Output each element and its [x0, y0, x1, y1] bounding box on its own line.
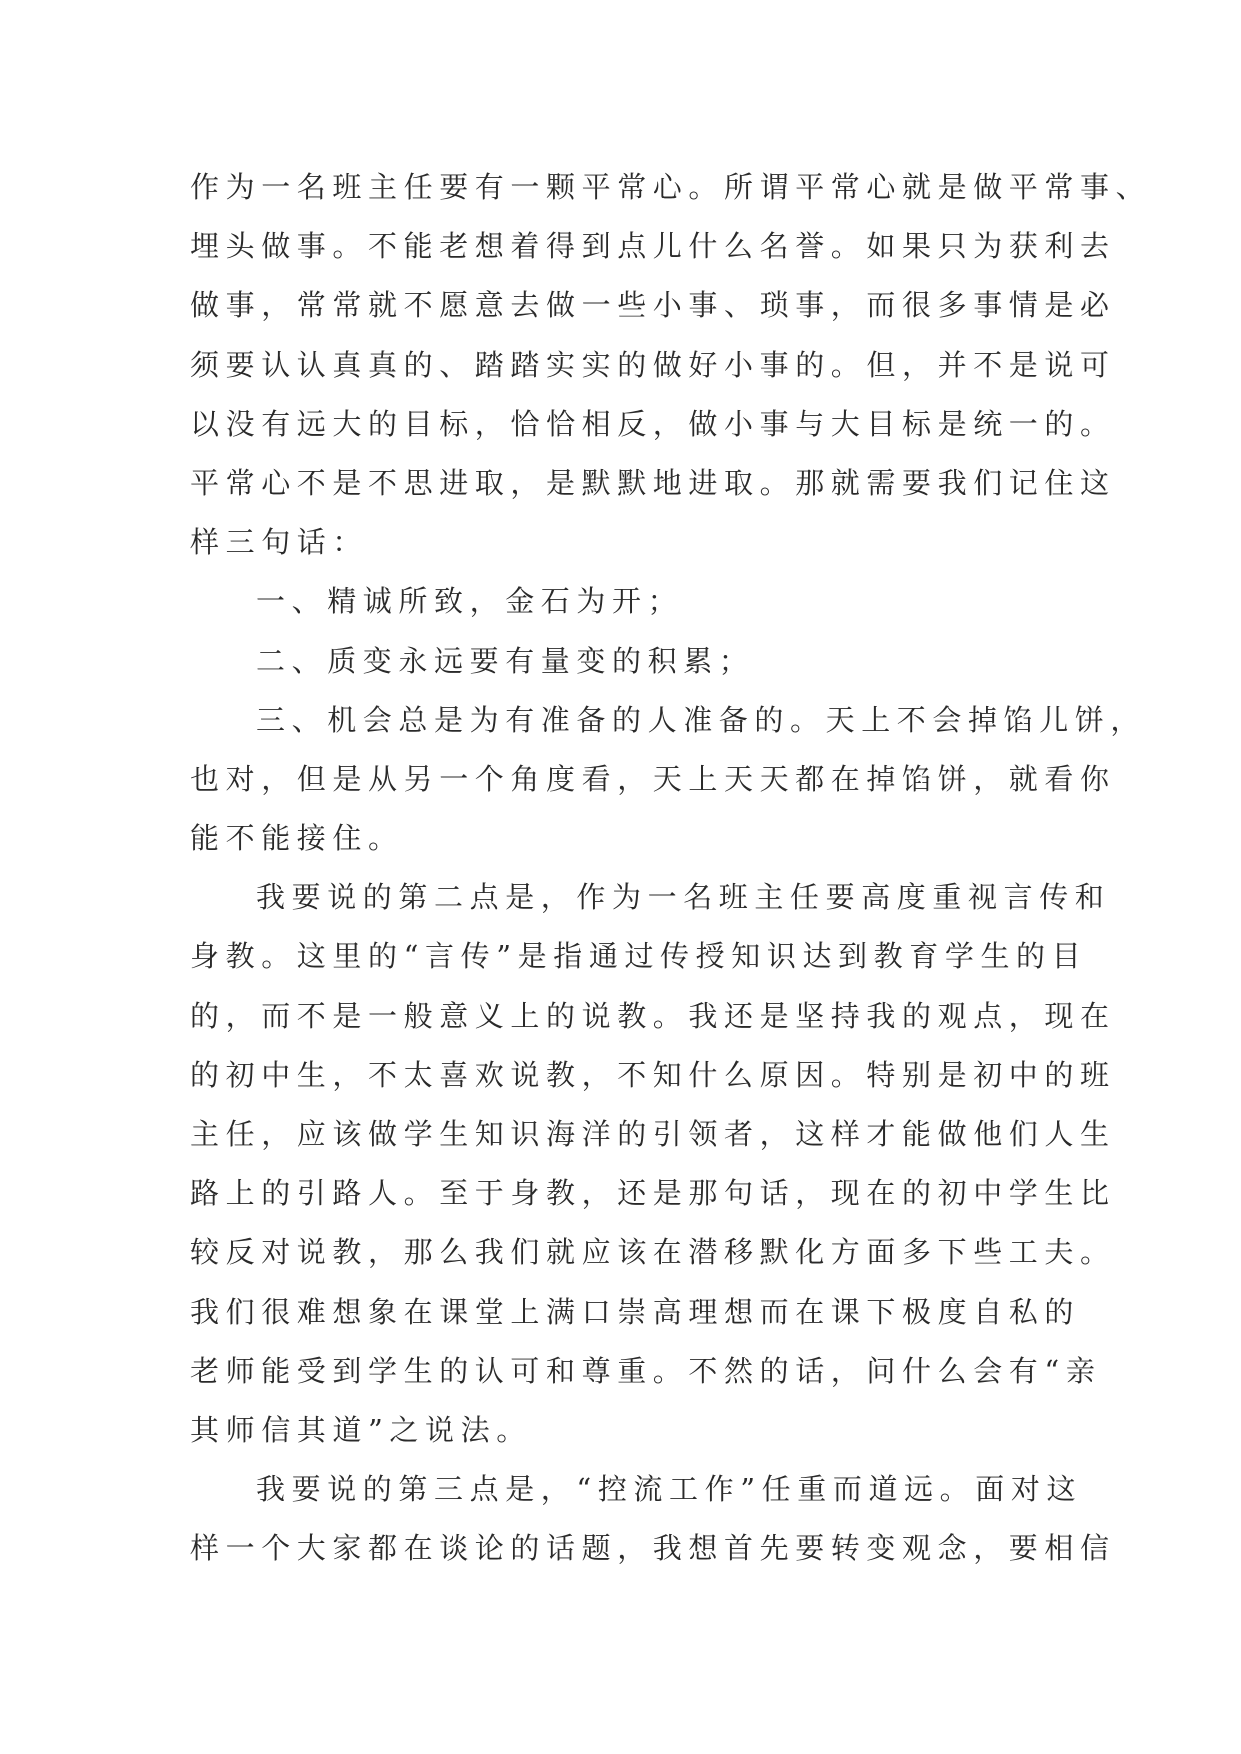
text-line: 身教。这里的“言传”是指通过传授知识达到教育学生的目	[190, 939, 1088, 974]
list-item-line: 二、质变永远要有量变的积累；	[256, 643, 755, 678]
text-line: 我们很难想象在课堂上满口崇高理想而在课下极度自私的	[190, 1294, 1081, 1329]
paragraph-start-line: 我要说的第二点是，作为一名班主任要高度重视言传和	[256, 880, 1111, 915]
text-line: 老师能受到学生的认可和尊重。不然的话，问什么会有“亲	[190, 1353, 1102, 1388]
text-line: 平常心不是不思进取，是默默地进取。那就需要我们记住这	[190, 465, 1116, 500]
list-item-line: 三、机会总是为有准备的人准备的。天上不会掉馅儿饼，	[256, 702, 1147, 737]
text-line: 的初中生，不太喜欢说教，不知什么原因。特别是初中的班	[190, 1057, 1116, 1092]
text-line: 做事，常常就不愿意去做一些小事、琐事，而很多事情是必	[190, 288, 1116, 323]
list-item-line: 一、精诚所致，金石为开；	[256, 584, 684, 619]
text-line: 埋头做事。不能老想着得到点儿什么名誉。如果只为获利去	[190, 229, 1116, 264]
text-line: 的，而不是一般意义上的说教。我还是坚持我的观点，现在	[190, 998, 1116, 1033]
text-line: 主任，应该做学生知识海洋的引领者，这样才能做他们人生	[190, 1117, 1116, 1151]
text-line: 能不能接住。	[190, 821, 404, 856]
text-line: 须要认认真真的、踏踏实实的做好小事的。但，并不是说可	[190, 347, 1116, 382]
text-line: 路上的引路人。至于身教，还是那句话，现在的初中学生比	[190, 1176, 1116, 1211]
text-line: 作为一名班主任要有一颗平常心。所谓平常心就是做平常事、	[190, 170, 1152, 204]
body-text	[190, 158, 1152, 1579]
text-line: 其师信其道”之说法。	[190, 1412, 532, 1447]
paragraph-start-line: 我要说的第三点是，“控流工作”任重而道远。面对这	[256, 1472, 1083, 1507]
text-line: 也对，但是从另一个角度看，天上天天都在掉馅饼，就看你	[190, 761, 1116, 796]
text-line: 样一个大家都在谈论的话题，我想首先要转变观念，要相信	[190, 1531, 1116, 1566]
text-line: 以没有远大的目标，恰恰相反，做小事与大目标是统一的。	[190, 406, 1116, 441]
text-line: 样三句话：	[190, 525, 369, 560]
text-line: 较反对说教，那么我们就应该在潜移默化方面多下些工夫。	[190, 1235, 1116, 1270]
